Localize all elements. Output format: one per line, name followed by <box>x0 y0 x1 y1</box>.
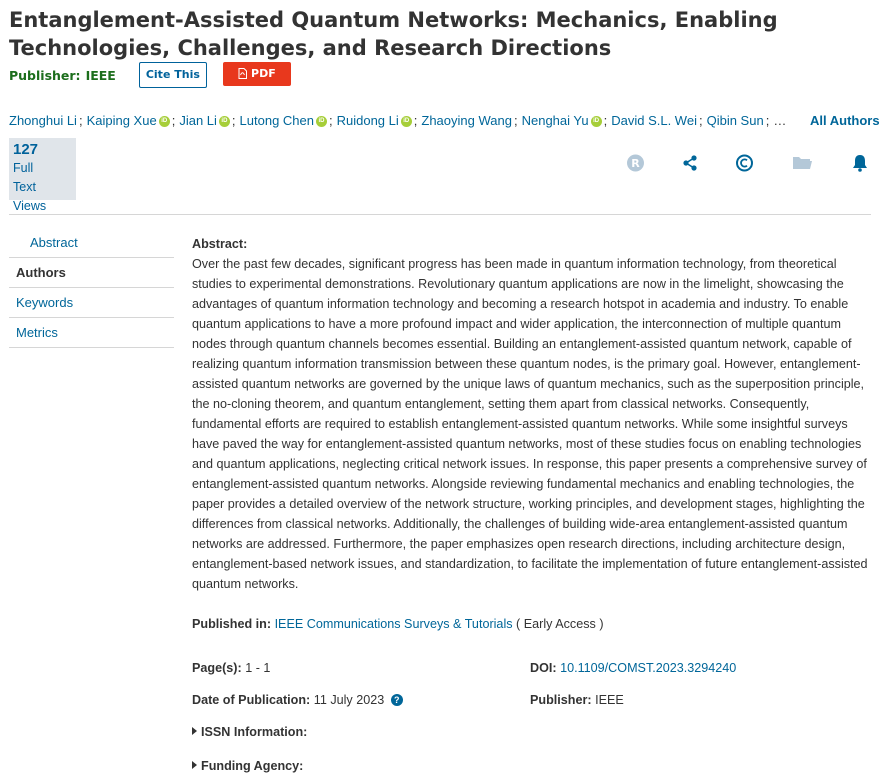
journal-link[interactable]: IEEE Communications Surveys & Tutorials <box>274 617 513 631</box>
pages-field <box>192 661 270 675</box>
details-publisher-label: Publisher: <box>530 693 592 707</box>
author-separator: ; <box>603 113 608 128</box>
caret-right-icon <box>192 761 197 769</box>
publisher-row <box>9 62 291 88</box>
orcid-icon[interactable]: iD <box>401 116 412 127</box>
author-link[interactable]: Ruidong Li <box>336 113 399 128</box>
nav-item-abstract[interactable]: Abstract <box>9 228 174 258</box>
author-separator: ; <box>171 113 176 128</box>
caret-right-icon <box>192 727 197 735</box>
copyright-icon[interactable] <box>735 150 754 176</box>
details-publisher-value: IEEE <box>595 693 624 707</box>
author-link[interactable]: Zhonghui Li <box>9 113 77 128</box>
date-value: 11 July 2023 <box>313 693 385 707</box>
author-link[interactable]: Lutong Chen <box>239 113 314 128</box>
author-ellipsis: … <box>773 113 787 128</box>
rights-icon-letter: R <box>631 157 640 170</box>
nav-item-metrics[interactable]: Metrics <box>9 318 174 348</box>
author-separator: ; <box>78 113 83 128</box>
pages-label: Page(s): <box>192 661 242 675</box>
orcid-icon[interactable]: iD <box>159 116 170 127</box>
author-link[interactable]: Qibin Sun <box>706 113 764 128</box>
author-separator: ; <box>328 113 333 128</box>
section-nav <box>9 228 174 348</box>
doi-link[interactable]: 10.1109/COMST.2023.3294240 <box>560 661 737 675</box>
metric-count: 127 <box>13 141 39 158</box>
author-separator: ; <box>698 113 703 128</box>
published-in-label: Published in: <box>192 617 272 631</box>
orcid-icon[interactable]: iD <box>219 116 230 127</box>
abstract-text: Over the past few decades, significant progress has been made in quantum information technology, from theoretical studies to experimental demonstrations. Revolutionary quantum applications are now in the limelight, showcasing the advantages of quantum information technology and becoming a research hotspot in academia and industry. To enable quantum applications to have a more profound impact and wider application, the interconnection of multiple quantum nodes through quantum channels becomes essential. Building an entanglement-assisted quantum network, capable of realizing quantum information transmission between these quantum nodes, is the primary goal. However, entanglement-assisted quantum networks are governed by the unique laws of quantum mechanics, such as the superposition principle, the no-cloning theorem, and quantum entanglement, setting them apart from classical networks. Consequently, fundamental efforts are required to establish entanglement-assisted quantum networks. While some insightful surveys have paved the way for entanglement-assisted quantum networks, most of these studies focus on enabling technologies and quantum applications, neglecting critical network issues. In response, this paper presents a comprehensive survey of entanglement-assisted quantum networks. Alongside reviewing fundamental mechanics and enabling technologies, the paper provides a detailed overview of the network structure, working principles, and development stages, highlighting the differences from classical networks. Additionally, the challenges of building wide-area entanglement-assisted quantum networks are addressed. Furthermore, the paper emphasizes open research directions, including architecture design, entanglement-based network issues, and standardization, to facilitate the implementation of future entanglement-assisted quantum networks. <box>192 257 868 591</box>
author-link[interactable]: Kaiping Xue <box>86 113 157 128</box>
publisher-label: Publisher: <box>9 67 81 83</box>
author-link[interactable]: Jian Li <box>179 113 217 128</box>
published-in-note: ( Early Access ) <box>516 617 604 631</box>
author-separator: ; <box>413 113 418 128</box>
issn-information-toggle[interactable] <box>192 725 307 739</box>
help-question-icon[interactable]: ? <box>391 694 403 706</box>
article-title: Entanglement-Assisted Quantum Networks: Mechanics, Enabling Technologies, Challenges, and Research Directions <box>9 8 778 60</box>
folder-icon[interactable] <box>792 150 813 176</box>
pdf-button[interactable] <box>223 62 291 86</box>
pages-value: 1 - 1 <box>245 661 271 675</box>
metric-label-line1: Full <box>13 161 34 175</box>
publisher-field <box>530 693 624 707</box>
abstract-section <box>192 234 872 594</box>
header-divider <box>9 214 871 215</box>
date-label: Date of Publication: <box>192 693 311 707</box>
all-authors-link[interactable]: All Authors <box>810 113 880 128</box>
abstract-heading: Abstract: <box>192 237 248 251</box>
nav-item-authors[interactable]: Authors <box>9 258 174 288</box>
doi-label: DOI: <box>530 661 557 675</box>
pdf-button-label: PDF <box>251 67 276 80</box>
author-link[interactable]: Zhaoying Wang <box>421 113 512 128</box>
author-separator: ; <box>765 113 770 128</box>
doi-field <box>530 661 736 675</box>
publisher-value: IEEE <box>85 67 116 83</box>
share-icon[interactable] <box>682 150 698 176</box>
published-in <box>192 617 604 631</box>
funding-label: Funding Agency: <box>201 759 304 773</box>
orcid-icon[interactable]: iD <box>316 116 327 127</box>
author-link[interactable]: Nenghai Yu <box>521 113 589 128</box>
nav-item-keywords[interactable]: Keywords <box>9 288 174 318</box>
publication-date-field <box>192 693 403 707</box>
pdf-file-icon <box>238 68 247 79</box>
rights-permissions-icon[interactable] <box>626 150 645 176</box>
bell-alert-icon[interactable] <box>851 150 869 176</box>
funding-agency-toggle[interactable] <box>192 759 303 773</box>
author-separator: ; <box>513 113 518 128</box>
author-list <box>9 113 799 128</box>
author-separator: ; <box>231 113 236 128</box>
cite-this-button[interactable]: Cite This <box>139 62 207 88</box>
metric-label-line2: Text Views <box>13 180 47 213</box>
full-text-views-metric[interactable] <box>9 138 76 213</box>
issn-label: ISSN Information: <box>201 725 308 739</box>
author-link[interactable]: David S.L. Wei <box>611 113 697 128</box>
orcid-icon[interactable]: iD <box>591 116 602 127</box>
